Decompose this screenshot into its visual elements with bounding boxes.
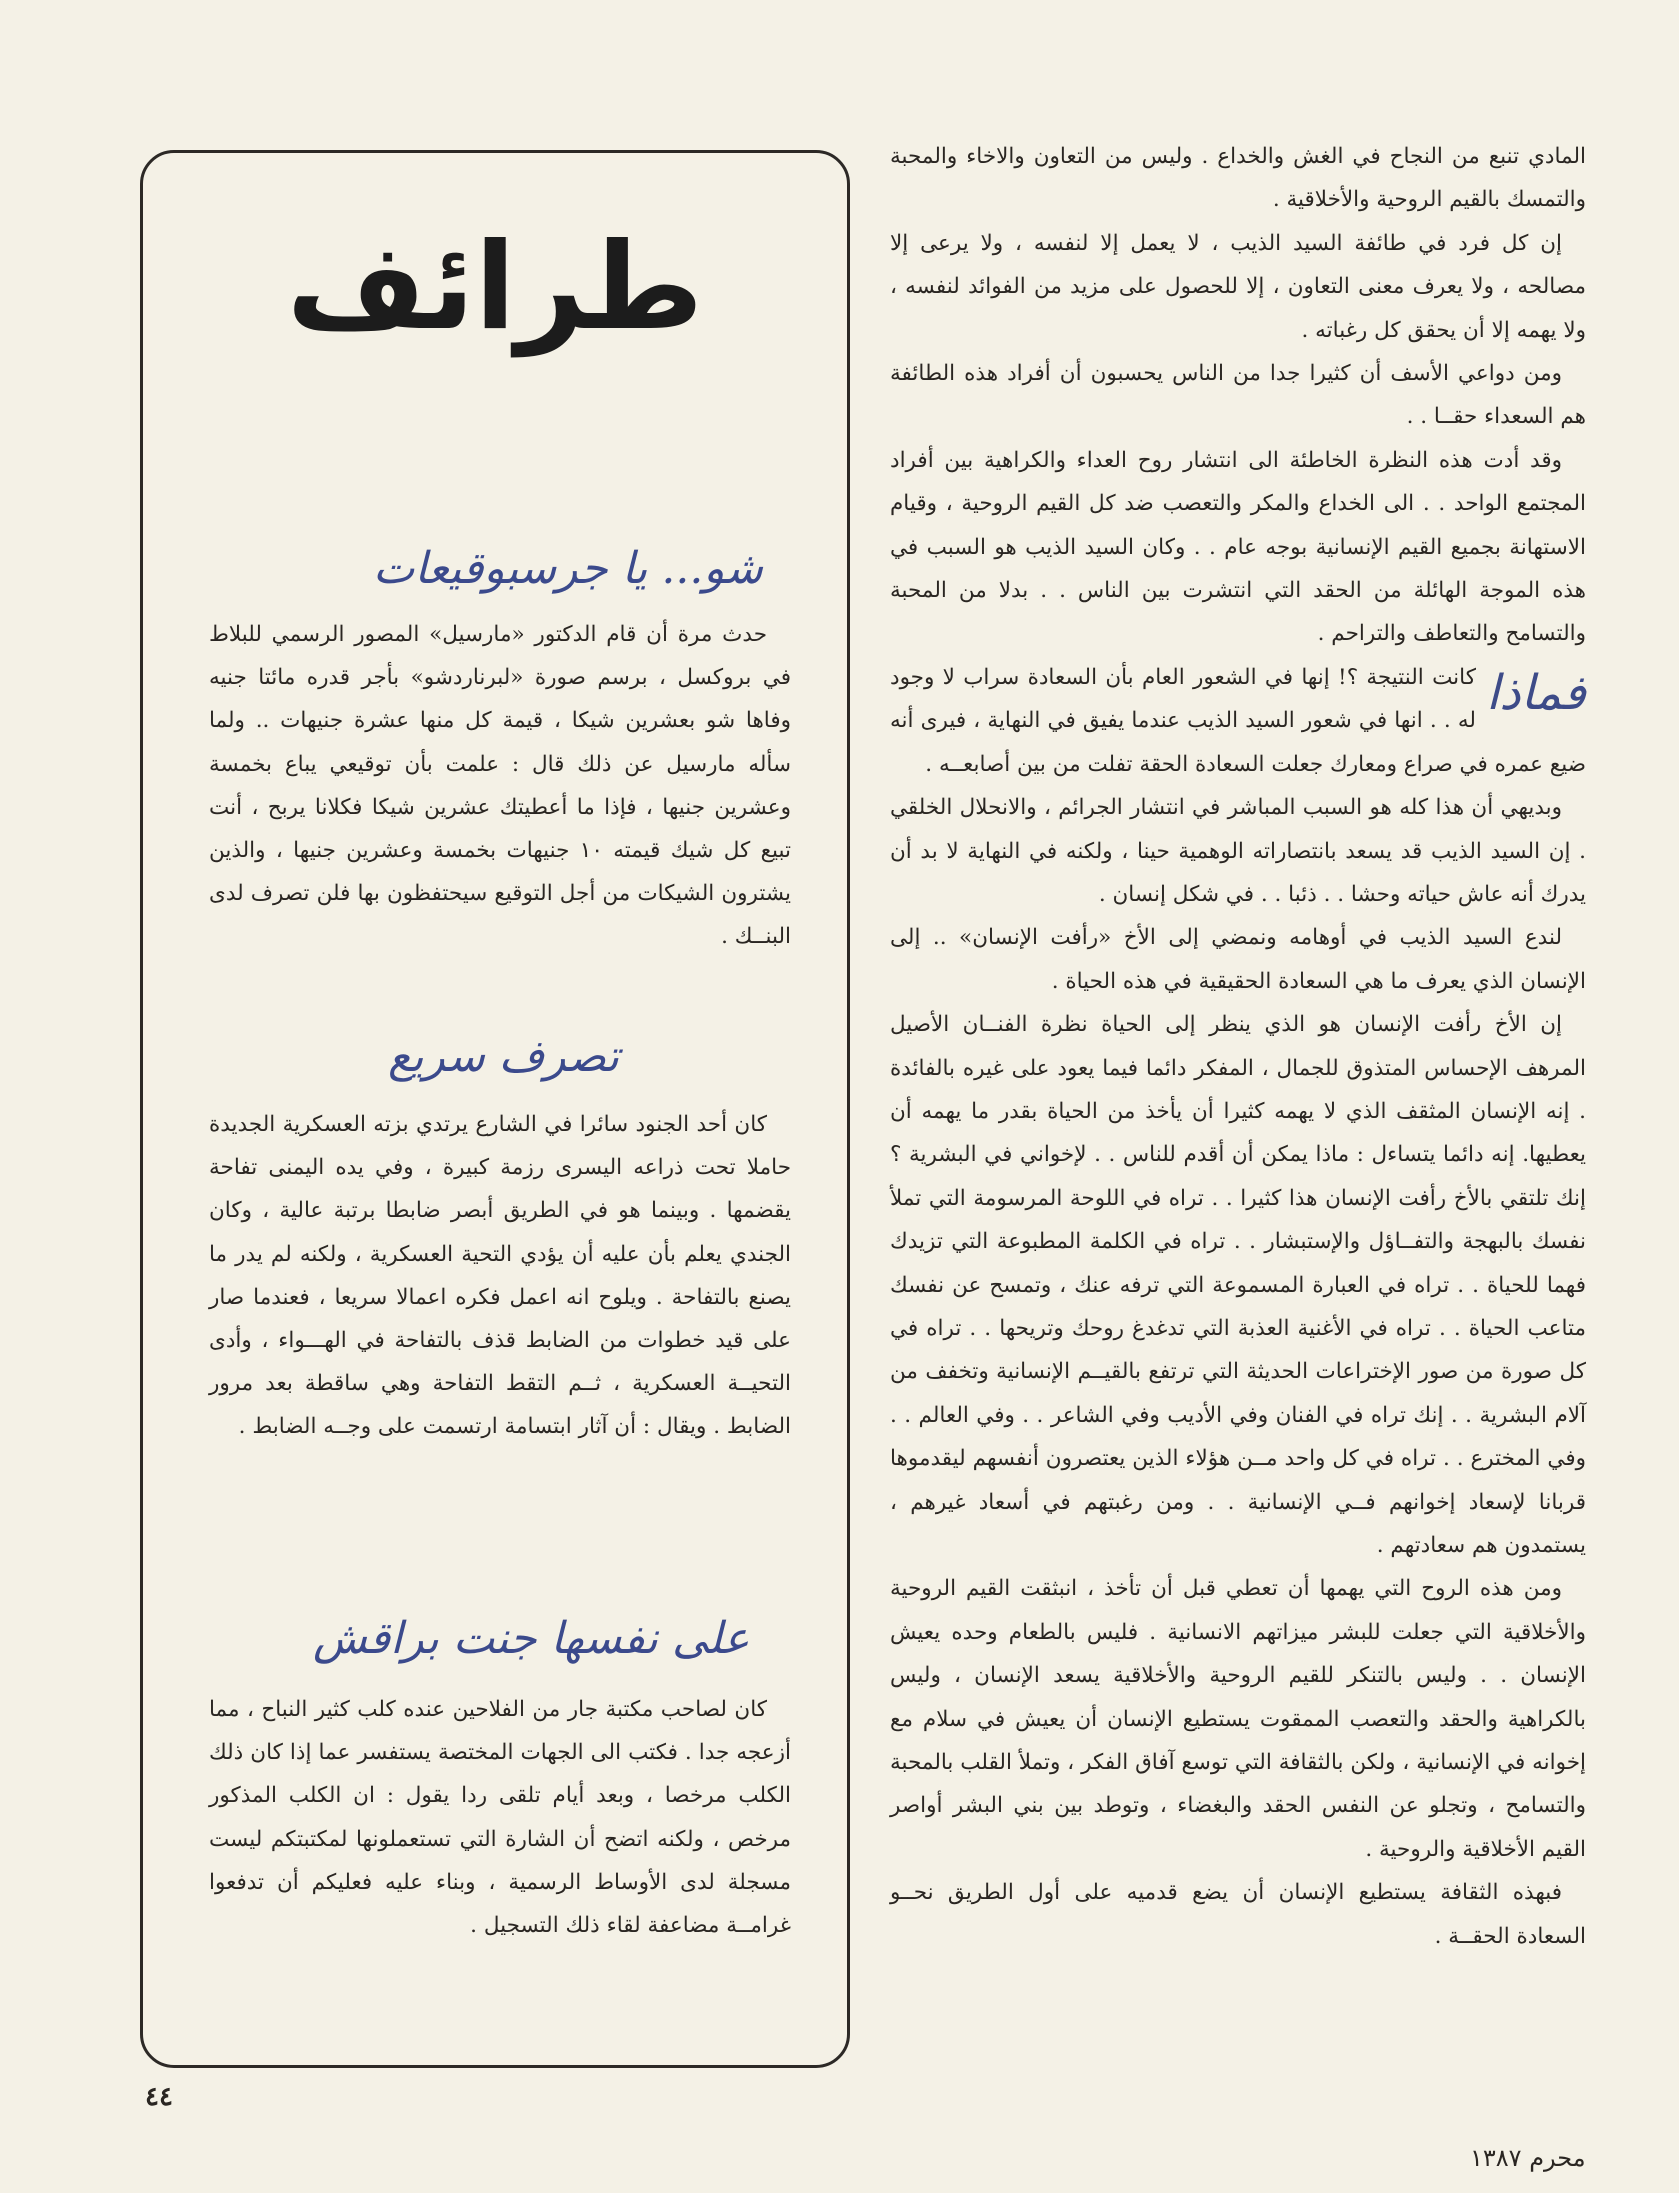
article-paragraph: وبديهي أن هذا كله هو السبب المباشر في انتشار الجرائم ، والانحلال الخلقي . إن السيد الذيب قد يسعد بانتصاراته الوهمية حينا ، ولكنه في النهاية لا بد أن يدرك أنه عاش حياته وحشا . . ذئبا . . في شكل إنسان . [890,795,1586,907]
box-title-text: طرائف [286,218,704,357]
issue-date: محرم ١٣٨٧ [1470,2144,1586,2172]
article-paragraph: وقد أدت هذه النظرة الخاطئة الى انتشار روح العداء والكراهية بين أفراد المجتمع الواحد . . الى الخداع والمكر والتعصب ضد كل القيم الروحية ، وقيام الاستهانة بجميع القيم الإنسانية بوجه عام . . وكان السيد الذيب هو السبب في هذه الموجة الهائلة من الحقد التي انتشرت بين الناس . . بدلا من المحبة والتسامح والتعاطف والتراحم . [890,447,1586,647]
section-text-2 [209,1103,791,1449]
box-title [143,208,847,368]
section-paragraph: حدث مرة أن قام الدكتور «مارسيل» المصور الرسمي للبلاط في بروكسل ، برسم صورة «لبرناردشو» بأجر قدره مائتا جنيه وفاها شو بعشرين شيكا ، قيمة كل منها عشرة جنيهات .. ولما سأله مارسيل عن ذلك قال : علمت بأن توقيعي يباع بخمسة وعشرين جنيها ، فإذا ما أعطيتك عشرين شيكا فكلانا يربح ، أنت تبيع كل شيك قيمته ١٠ جنيهات بخمسة وعشرين جنيها ، والذين يشترون الشيكات من أجل التوقيع سيحتفظون بها فلن تصرف لدى البنــك . [209,622,791,950]
article-paragraph-drop [890,656,1586,786]
section-text-3 [209,1688,791,1947]
article-paragraph: إن الأخ رأفت الإنسان هو الذي ينظر إلى الحياة نظرة الفنــان الأصيل المرهف الإحساس المتذوق للجمال ، المفكر دائما فيما يعود على غيره بالفائدة . إنه الإنسان المثقف الذي لا يهمه كثيرا أن يأخذ من الحياة بقدر ما يهمه أن يعطيها. إنه دائما يتساءل : ماذا يمكن أن أقدم للناس . . لإخواني في البشرية ؟ إنك تلتقي بالأخ رأفت الإنسان هذا كثيرا . . تراه في اللوحة المرسومة التي تملأ نفسك بالبهجة والتفــاؤل والإستبشار . . تراه في الكلمة المطبوعة التي تزيدك فهما للحياة . . تراه في العبارة المسموعة التي ترفه عنك ، وتمسح عن نفسك متاعب الحياة . . تراه في الأغنية العذبة التي تدغدغ روحك وتريحها . . تراه في كل صورة من صور الإختراعات الحديثة التي ترتفع بالقيــم الإنسانية وتخفف من آلام البشرية . . إنك تراه في الفنان وفي الأديب وفي الشاعر . . وفي العالم . . وفي المخترع . . تراه في كل واحد مــن هؤلاء الذين يعتصرون أنفسهم ليقدموها قربانا لإسعاد إخوانهم فــي الإنسانية . . ومن رغبتهم في أسعاد غيرهم ، يستمدون هم سعادتهم . [890,1012,1586,1558]
section-paragraph: كان أحد الجنود سائرا في الشارع يرتدي بزته العسكرية الجديدة حاملا تحت ذراعه اليسرى رزمة كبيرة ، وفي يده اليمنى تفاحة يقضمها . وبينما هو في الطريق أبصر ضابطا برتبة عالية ، وكان الجندي يعلم بأن عليه أن يؤدي التحية العسكرية ، ولكنه لم يدر ما يصنع بالتفاحة . ويلوح انه اعمل فكره اعمالا سريعا ، فعندما صار على قيد خطوات من الضابط قذف بالتفاحة في الهـــواء ، وأدى التحيــة العسكرية ، ثــم التقط التفاحة وهي ساقطة بعد مرور الضابط . ويقال : أن آثار ابتسامة ارتسمت على وجــه الضابط . [209,1112,791,1440]
article-paragraph: ومن هذه الروح التي يهمها أن تعطي قبل أن تأخذ ، انبثقت القيم الروحية والأخلاقية التي جعلت للبشر ميزاتهم الانسانية . فليس بالطعام وحده يعيش الإنسان . . وليس بالتنكر للقيم الروحية والأخلاقية يسعد الإنسان ، وليس بالكراهية والحقد والتعصب الممقوت يستطيع الإنسان أن يعيش في سلام مع إخوانه في الإنسانية ، ولكن بالثقافة التي توسع آفاق الفكر ، وتملأ القلب بالمحبة والتسامح ، وتجلو عن النفس الحقد والبغضاء ، وتوطد بين بني البشر أواصر القيم الأخلاقية والروحية . [890,1576,1586,1862]
drop-word: فماذا [1485,664,1586,721]
anecdotes-box [140,150,850,2068]
section-heading-3: على نفسها جنت براقش [313,1613,750,1664]
article-column [890,135,1586,2045]
section-text-1 [209,613,791,959]
article-paragraph: ومن دواعي الأسف أن كثيرا جدا من الناس يحسبون أن أفراد هذه الطائفة هم السعداء حقــا . . [890,361,1586,430]
article-paragraph: لندع السيد الذيب في أوهامه ونمضي إلى الأخ «رأفت الإنسان» .. إلى الإنسان الذي يعرف ما هي السعادة الحقيقية في هذه الحياة . [890,925,1586,994]
article-paragraph: إن كل فرد في طائفة السيد الذيب ، لا يعمل إلا لنفسه ، ولا يرعى إلا مصالحه ، ولا يعرف معنى التعاون ، إلا للحصول على مزيد من الفوائد لنفسه ، ولا يهمه إلا أن يحقق كل رغباته . [890,230,1586,343]
article-paragraph: فبهذه الثقافة يستطيع الإنسان أن يضع قدميه على أول الطريق نحــو السعادة الحقــة . [890,1880,1586,1949]
drop-paragraph-text: كانت النتيجة ؟! إنها في الشعور العام بأن السعادة سراب لا وجود له . . انها في شعور السيد الذيب عندما يفيق في النهاية ، فيرى أنه ضيع عمره في صراع ومعارك جعلت السعادة الحقة تفلت من بين أصابعــه . [890,664,1586,777]
section-paragraph: كان لصاحب مكتبة جار من الفلاحين عنده كلب كثير النباح ، مما أزعجه جدا . فكتب الى الجهات المختصة يستفسر عما إذا كان ذلك الكلب مرخصا ، وبعد أيام تلقى ردا يقول : ان الكلب المذكور مرخص ، ولكنه اتضح أن الشارة التي تستعملونها لمكتبتكم ليست مسجلة لدى الأوساط الرسمية ، وبناء عليه فعليكم أن تدفعوا غرامــة مضاعفة لقاء ذلك التسجيل . [209,1697,791,1939]
article-paragraph: المادي تنبع من النجاح في الغش والخداع . وليس من التعاون والاخاء والمحبة والتمسك بالقيم الروحية والأخلاقية . [890,144,1586,213]
page-number: ٤٤ [145,2082,173,2112]
section-heading-2: تصرف سريع [388,1031,620,1082]
section-heading-1: شو... يا جرسبوقيعات [373,543,763,594]
